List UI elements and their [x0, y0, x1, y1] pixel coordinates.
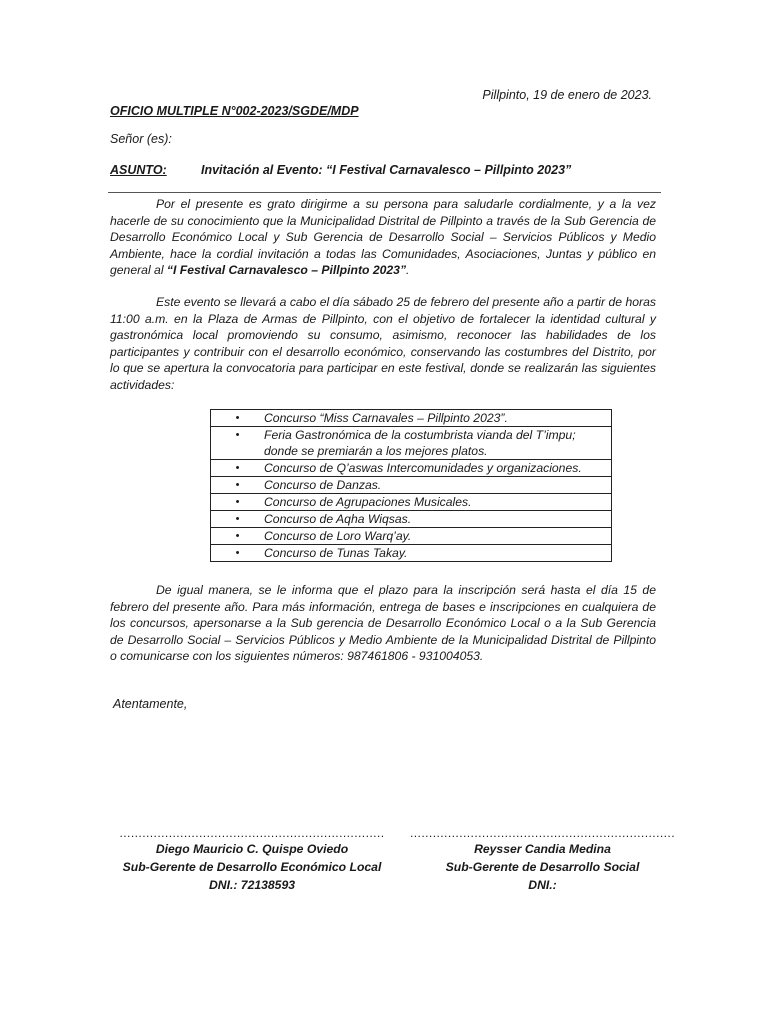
bullet-icon: • — [235, 429, 240, 441]
paragraph-invitation-end: . — [406, 263, 410, 278]
activity-text: Concurso de Danzas. — [264, 478, 382, 492]
activity-row — [211, 427, 612, 460]
activity-text: Concurso de Aqha Wiqsas. — [264, 512, 412, 526]
activity-text: Concurso de Tunas Takay. — [264, 546, 408, 560]
paragraph-registration — [110, 582, 656, 665]
activity-row — [211, 528, 612, 545]
subject-label: ASUNTO: — [110, 163, 167, 177]
signature-block-1 — [112, 826, 392, 894]
signatory-dni: DNI.: — [528, 878, 557, 892]
paragraph-event-details — [110, 294, 656, 394]
paragraph-invitation-text: Por el presente es grato dirigirme a su persona para saludarle cordialmente, y a la vez hacerle de su conocimiento que la Municipalidad Distrital de Pillpinto a través de la Sub Gerencia de Desarrollo Económico Local y Sub Gerencia de Desarrollo Social – Servicios Públicos y Medio Ambiente, hace la cordial invitación a todas las Comunidades, Asociaciones, Juntas y público en general al — [110, 197, 656, 278]
activity-row — [211, 410, 612, 427]
activity-text: Feria Gastronómica de la costumbrista vianda del T’impu; donde se premiarán a los mejores platos. — [264, 428, 576, 458]
letter-date: Pillpinto, 19 de enero de 2023. — [482, 88, 652, 102]
bullet-icon: • — [235, 547, 240, 559]
activity-text: Concurso “Miss Carnavales – Pillpinto 2023”. — [264, 411, 508, 425]
closing-salutation: Atentamente, — [113, 697, 188, 711]
subject-text: Invitación al Evento: “I Festival Carnavalesco – Pillpinto 2023” — [201, 163, 572, 177]
signature-block-2 — [405, 826, 680, 894]
bullet-icon: • — [235, 462, 240, 474]
signatory-dni: DNI.: 72138593 — [208, 878, 296, 892]
signature-line: ...................................................................... — [409, 826, 676, 840]
activities-table — [210, 409, 612, 562]
bullet-icon: • — [235, 513, 240, 525]
activity-text: Concurso de Agrupaciones Musicales. — [264, 495, 472, 509]
recipient-salutation: Señor (es): — [110, 132, 172, 146]
subject-line — [110, 163, 571, 177]
activity-row — [211, 511, 612, 528]
activity-row — [211, 477, 612, 494]
activity-row — [211, 545, 612, 562]
paragraph-registration-text: De igual manera, se le informa que el plazo para la inscripción será hasta el día 15 de febrero del presente año. Para más información, entrega de bases e inscripciones en cualquiera de los concursos, apersonarse a la Sub gerencia de Desarrollo Económico Local o a la Sub Gerencia de Desarrollo Social – Servicios Públicos y Medio Ambiente de la Municipalidad Distrital de Pillpinto o comunicarse con los siguientes números: 987461806 - 931004053. — [110, 583, 656, 664]
header-divider — [108, 192, 661, 193]
paragraph-invitation — [110, 196, 656, 279]
festival-name: “I Festival Carnavalesco – Pillpinto 2023” — [166, 263, 407, 278]
activity-row — [211, 494, 612, 511]
activity-text: Concurso de Q’aswas Intercomunidades y organizaciones. — [264, 461, 582, 475]
bullet-icon: • — [235, 530, 240, 542]
bullet-icon: • — [235, 412, 240, 424]
signatory-role: Sub-Gerente de Desarrollo Social — [445, 860, 640, 874]
activity-text: Concurso de Loro Warq’ay. — [264, 529, 412, 543]
signatory-name: Diego Mauricio C. Quispe Oviedo — [155, 842, 349, 856]
oficio-number: OFICIO MULTIPLE N°002-2023/SGDE/MDP — [110, 104, 359, 118]
bullet-icon: • — [235, 496, 240, 508]
paragraph-event-details-text: Este evento se llevará a cabo el día sábado 25 de febrero del presente año a partir de horas 11:00 a.m. en la Plaza de Armas de Pillpinto, con el objetivo de fortalecer la identidad cultural y gastronómica local promoviendo su consumo, asimismo, reconocer las habilidades de los participantes y contribuir con el desarrollo económico, conservando las costumbres del Distrito, por lo que se apertura la convocatoria para participar en este festival, donde se realizarán las siguientes actividades: — [110, 295, 656, 392]
signatory-name: Reysser Candia Medina — [474, 842, 611, 856]
signatory-role: Sub-Gerente de Desarrollo Económico Local — [122, 860, 382, 874]
activity-row — [211, 460, 612, 477]
signature-line: ...................................................................... — [119, 826, 385, 840]
bullet-icon: • — [235, 479, 240, 491]
